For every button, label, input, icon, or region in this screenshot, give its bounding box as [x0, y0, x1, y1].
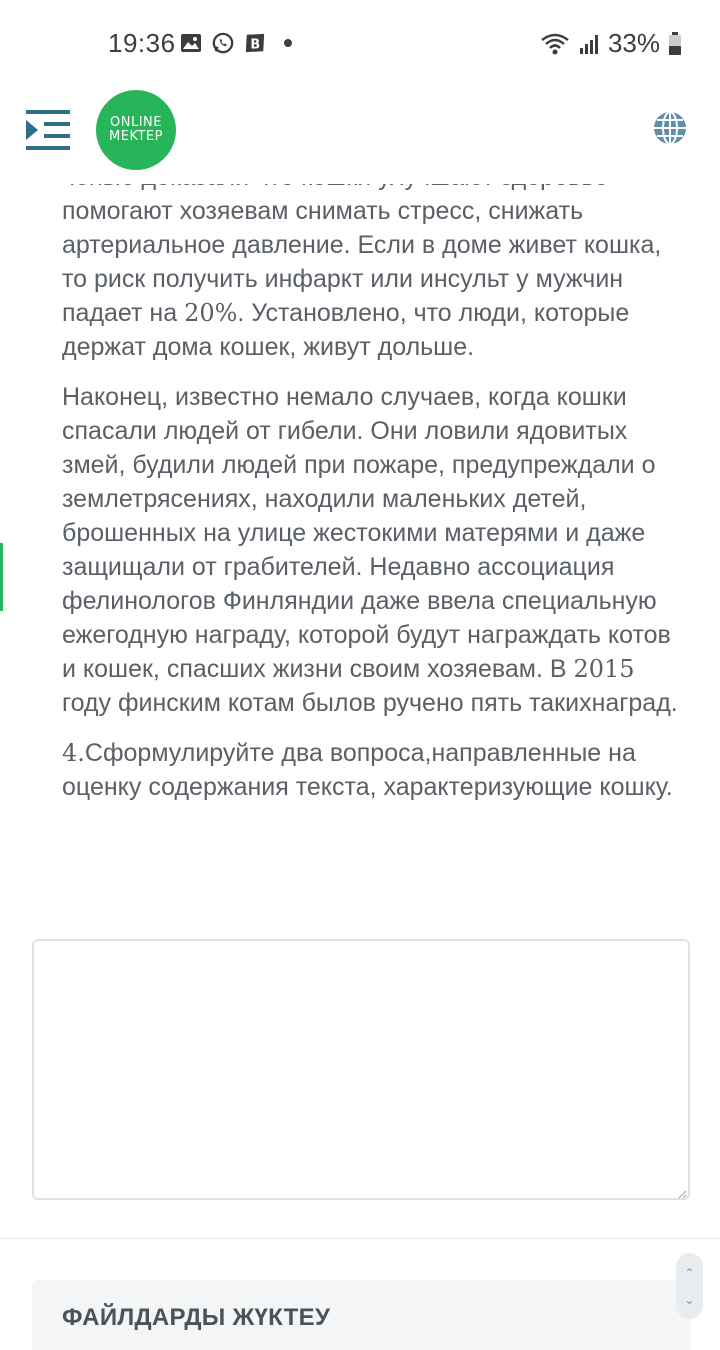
status-bar [0, 0, 720, 88]
menu-toggle-icon[interactable] [26, 108, 72, 152]
language-globe-icon[interactable] [652, 110, 688, 146]
app-header [0, 88, 720, 184]
upload-files-label: ФАЙЛДАРДЫ ЖҮКТЕУ [62, 1304, 331, 1331]
para2-text-a: Наконец, известно немало случаев, когда кошки спасали людей от гибели. Они ловили ядовитых змей, будили людей при пожаре, предупреждали о землетрясениях, находили маленьких детей, брошенных на улице жестокими матерями и даже защищали от грабителей. Недавно ассоциация фелинологов Финляндии даже ввела специальную ежегодную награду, которой будут награждать котов и кошек, спасших жизни своим хозяевам. В [62, 383, 671, 683]
para2-number: 2015 [573, 655, 635, 683]
textarea-resize-grip[interactable] [678, 1186, 687, 1195]
notification-dot [284, 39, 292, 47]
reading-text [62, 160, 682, 820]
question-number: 4. [62, 739, 85, 767]
online-mektep-logo[interactable] [96, 90, 176, 170]
logo-text-line2: MEKTEP [109, 129, 163, 144]
question [62, 736, 682, 804]
signal-icon [578, 33, 600, 55]
whatsapp-icon [212, 32, 234, 54]
answer-textarea[interactable] [32, 939, 690, 1200]
scroll-up-icon[interactable]: ⌃ [684, 1265, 695, 1280]
section-divider [0, 1238, 720, 1239]
image-icon [180, 32, 202, 54]
battery-icon [668, 33, 682, 55]
logo-text-line1: ONLINE [110, 115, 162, 130]
wifi-icon [540, 33, 570, 55]
para1-text: помогают хозяевам снимать стресс, снижать артериальное давление. Если в доме живет кошка, то риск получить инфаркт или инсульт у мужчин падает на [62, 197, 662, 327]
vk-icon [244, 32, 266, 54]
left-edge-marker [0, 543, 3, 611]
paragraph-health [62, 194, 682, 364]
para1-end: . Установлено, что люди, которые держат дома кошек, живут дольше. [62, 299, 630, 361]
para2-text-b: году финским котам былов ручено пять такихнаград. [62, 689, 678, 717]
scroll-control[interactable] [676, 1253, 703, 1319]
scroll-down-icon[interactable]: ⌄ [684, 1292, 695, 1307]
battery-percent: 33% [607, 28, 660, 58]
paragraph-rescue [62, 380, 682, 720]
file-upload-section[interactable] [32, 1280, 690, 1350]
status-time: 19:36 [108, 28, 176, 58]
svg-text:B: B [250, 37, 261, 53]
para1-number: 20% [184, 299, 238, 327]
question-text: Сформулируйте два вопроса,направленные на оценку содержания текста, характеризующие кошку. [62, 739, 673, 801]
